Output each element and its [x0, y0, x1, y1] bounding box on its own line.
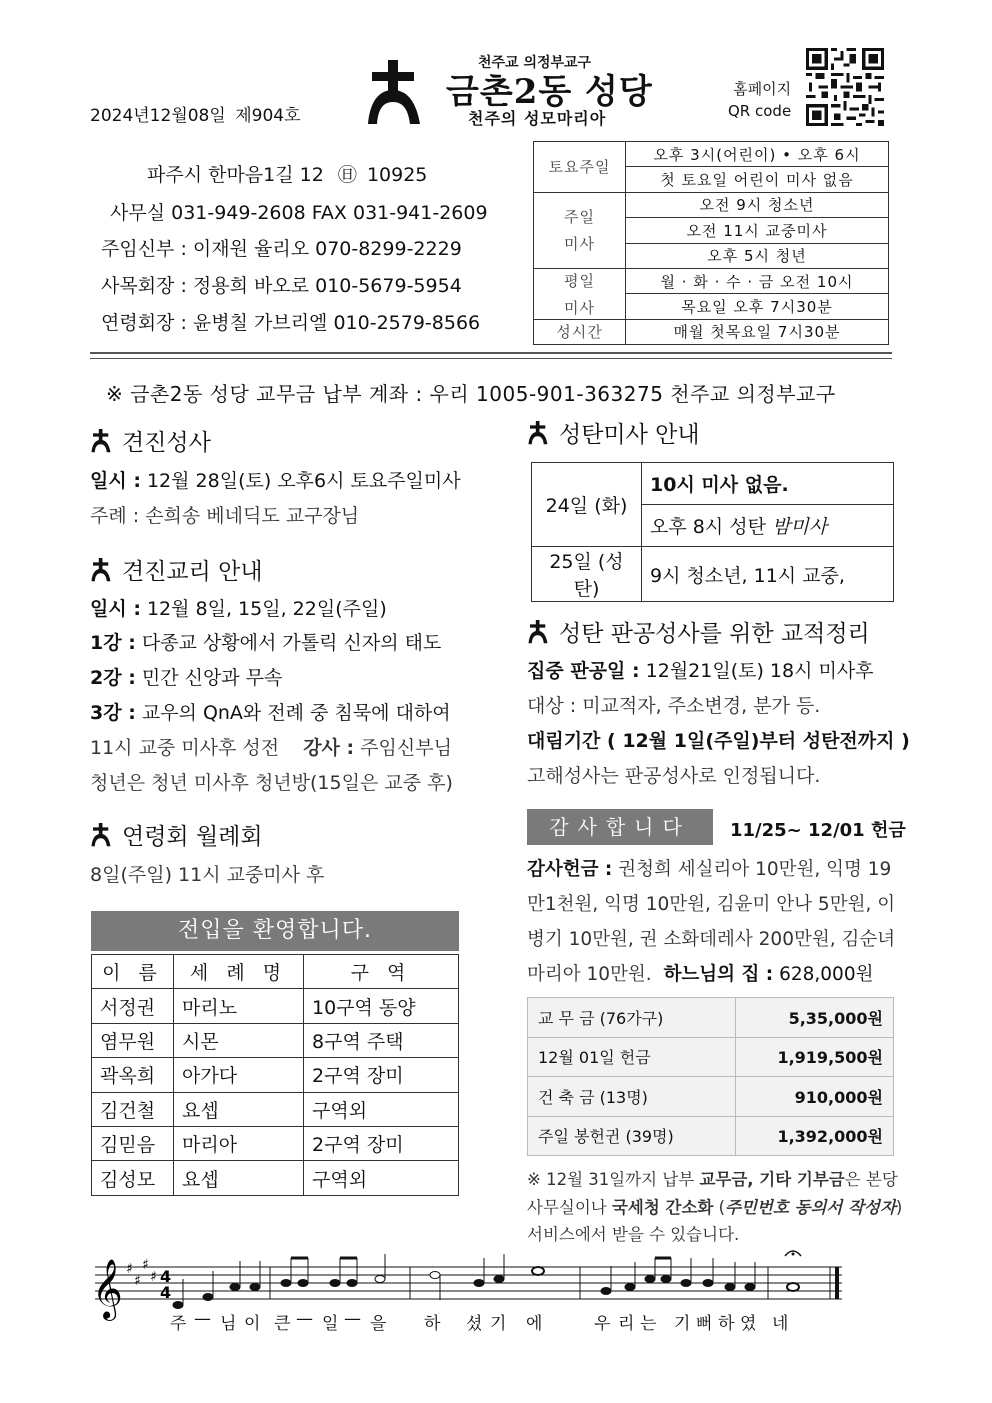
section-confession: [527, 615, 870, 648]
notes-icon: [173, 1254, 799, 1309]
finance-amount: 1,392,000원: [736, 1116, 894, 1156]
finance-label: 주일 봉헌귄 (39명): [528, 1116, 736, 1156]
lyric-syllable: 이: [244, 1314, 261, 1334]
text: 은 본당 사무실이나: [527, 1170, 898, 1217]
pastor-contact: 주임신부 : 이재원 율리오 070-8299-2229: [101, 238, 462, 260]
zip-mark-icon: ㊐: [337, 164, 357, 186]
finance-amount: 910,000원: [736, 1077, 894, 1117]
confession-note: 고해성사는 판공성사로 인정됩니다.: [527, 765, 821, 787]
class-youth-note: 청년은 청년 미사후 청년방(15일은 교중 후): [90, 772, 453, 794]
lyric-syllable: 네: [772, 1314, 789, 1334]
sunday-label: [534, 192, 626, 268]
name-cell: 염무원: [92, 1023, 174, 1057]
tax-receipt-note: [527, 1166, 903, 1249]
district-cell: 2구역 장미: [304, 1126, 459, 1160]
lyric-syllable: 하: [424, 1314, 441, 1334]
church-logo-icon: [366, 60, 422, 126]
label: 감사헌금 :: [527, 859, 613, 880]
table-row: [92, 1058, 459, 1092]
district-cell: 2구역 장미: [304, 1058, 459, 1092]
text: ) 서비스에서 받을 수 있습니다.: [527, 1197, 903, 1244]
issue-date-line: [90, 101, 301, 126]
baptismal-name-cell: 요셉: [174, 1161, 304, 1195]
class-date: [90, 594, 387, 621]
confession-date: [527, 656, 874, 683]
label: 2강 :: [90, 667, 136, 689]
baptismal-name-cell: 마리아: [174, 1126, 304, 1160]
christmas-eve-day: 24일 (화): [532, 463, 642, 547]
section-christmas-mass: [527, 416, 700, 449]
holy-hour-time: 매월 첫목요일 7시30분: [626, 319, 889, 344]
finance-amount: 1,919,500원: [736, 1037, 894, 1077]
district-cell: 구역외: [304, 1092, 459, 1126]
lyric-syllable: 을: [370, 1314, 387, 1334]
label: 일시 :: [90, 598, 141, 620]
label: 1강 :: [90, 632, 136, 654]
district-cell: 10구역 동양: [304, 989, 459, 1023]
divider: [90, 358, 892, 359]
divider: [90, 352, 892, 354]
svg-text:♯: ♯: [126, 1261, 133, 1277]
value-italic: 밤미사: [772, 516, 828, 538]
zip-code: 10925: [366, 164, 428, 186]
label: 일시 :: [90, 470, 141, 492]
lyric-syllable: 큰: [274, 1314, 291, 1334]
value: 12월21일(토) 18시 미사후: [639, 660, 874, 682]
baptismal-name-cell: 요셉: [174, 1092, 304, 1126]
value: 다종교 상황에서 가톨릭 신자의 태도: [135, 632, 442, 654]
christmas-day: 25일 (성탄): [532, 547, 642, 602]
lyric-syllable: 뻐: [696, 1314, 713, 1334]
church-logo-icon: [90, 823, 112, 847]
elder-contact: 연령회장 : 윤병칠 가브리엘 010-2579-8566: [101, 312, 481, 334]
lyric-syllable: 우: [594, 1314, 611, 1334]
table-row: [528, 998, 894, 1038]
table-row: [528, 1116, 894, 1156]
weekday-time: 월 · 화 · 수 · 금 오전 10시: [626, 268, 889, 293]
qr-label: [728, 78, 791, 122]
finance-label: 12월 01일 헌금: [528, 1037, 736, 1077]
svg-text:4: 4: [160, 1283, 172, 1302]
table-row: [92, 989, 459, 1023]
lyric-syllable: 셨: [466, 1314, 483, 1334]
table-row: [92, 1023, 459, 1057]
lyric-syllable: 는: [640, 1314, 657, 1334]
confession-target: 대상 : 미교적자, 주소변경, 분가 등.: [527, 695, 821, 717]
advent-period: 대림기간 ( 12월 1일(주일)부터 성탄전까지 ): [527, 730, 910, 752]
column-header: 이 름: [92, 955, 174, 989]
church-logo-icon: [527, 620, 549, 644]
text: (: [713, 1197, 726, 1217]
column-header: 세 례 명: [174, 955, 304, 989]
value: 권청희 세실리아 10만원, 익명 19만1천원, 익명 10만원, 김윤미 안나 5만원, 이병기 10만원, 권 소화데레사 200만원, 김순녀 마리아 10만원.: [527, 859, 896, 985]
svg-text:♯: ♯: [134, 1273, 141, 1289]
table-row: [92, 1126, 459, 1160]
district-cell: 구역외: [304, 1161, 459, 1195]
value: 11시 교중 미사후 성전: [90, 737, 280, 759]
finance-amount: 5,35,000원: [736, 998, 894, 1038]
value: 주임신부님: [354, 737, 452, 759]
lyric-syllable: 였: [740, 1314, 757, 1334]
saturday-time: 오후 3시(어린이) • 오후 6시: [626, 142, 889, 167]
lyric-syllable: 님: [220, 1314, 237, 1334]
text-bold-italic: 주민번호 동의서 작성자: [725, 1197, 896, 1217]
christmas-mass-table: [531, 462, 894, 602]
section-title: 연령회 월례회: [122, 824, 263, 850]
finance-table: [527, 997, 894, 1156]
christmas-eve-note: 10시 미사 없음.: [642, 463, 894, 505]
hymn-lyrics: [90, 1309, 850, 1333]
lyric-syllable: 일: [322, 1314, 339, 1334]
saturday-note: 첫 토요일 어린이 미사 없음: [626, 167, 889, 192]
lyric-syllable: 주: [170, 1314, 187, 1334]
name-cell: 김성모: [92, 1161, 174, 1195]
confirmation-presider: 주례 : 손희송 베네딕도 교구장님: [90, 505, 360, 527]
thanks-offering-list: [527, 852, 903, 992]
lyric-syllable: —: [194, 1309, 211, 1329]
svg-text:♯: ♯: [142, 1257, 149, 1273]
lyric-syllable: 기: [674, 1314, 691, 1334]
section-title: 성탄 판공성사를 위한 교적정리: [559, 621, 870, 647]
welcome-table: [91, 954, 459, 1196]
table-header-row: [92, 955, 459, 989]
weekday-label: [534, 268, 626, 319]
text-bold: 교무금, 기타 기부금: [699, 1170, 845, 1189]
elders-meeting-time: 8일(주일) 11시 교중미사 후: [90, 864, 325, 886]
name-cell: 곽옥희: [92, 1058, 174, 1092]
text: ※ 12월 31일까지 납부: [527, 1170, 700, 1189]
treble-clef-icon: 𝄞: [92, 1259, 123, 1319]
label: 3강 :: [90, 702, 136, 724]
issue-date: 2024년12월08일: [90, 106, 226, 126]
thanks-period: 11/25~ 12/01 헌금: [730, 820, 906, 841]
mass-schedule-table: [533, 141, 889, 345]
label: 집중 판공일 :: [527, 660, 640, 682]
church-name: 금촌2동 성당: [446, 72, 653, 112]
confirmation-date: [90, 466, 461, 493]
saturday-label: 토요주일: [534, 142, 626, 193]
church-logo-icon: [527, 421, 549, 445]
section-elders-meeting: [90, 818, 263, 851]
sunday-time: 오전 11시 교중미사: [626, 218, 889, 243]
value: 교우의 QnA와 전례 중 침묵에 대하여: [135, 702, 451, 724]
section-title: 견진교리 안내: [122, 559, 263, 585]
sunday-label-1: 주일: [564, 208, 595, 227]
lesson-3: [90, 698, 451, 725]
table-row: [528, 1037, 894, 1077]
christmas-eve-mass: [642, 505, 894, 547]
time-signature-icon: [160, 1267, 171, 1302]
lesson-2: [90, 663, 282, 690]
welcome-title: 전입을 환영합니다.: [91, 911, 459, 951]
sunday-time: 오전 9시 청소년: [626, 192, 889, 217]
section-title: 견진성사: [122, 430, 211, 456]
christmas-day-mass: 9시 청소년, 11시 교중,: [642, 547, 894, 602]
holy-hour-label: 성시간: [534, 319, 626, 344]
weekday-time: 목요일 오후 7시30분: [626, 294, 889, 319]
district-cell: 8구역 주택: [304, 1023, 459, 1057]
weekday-label-2: 미사: [564, 298, 595, 317]
sunday-label-2: 미사: [564, 235, 595, 254]
key-signature-icon: [126, 1257, 157, 1289]
address-text: 파주시 한마음1길 12: [147, 164, 324, 186]
lyric-syllable: —: [296, 1309, 313, 1329]
value: 오후 8시 성탄: [650, 516, 766, 538]
class-location: [90, 733, 452, 760]
text-bold: 국세청 간소화: [611, 1197, 714, 1217]
value: 12월 28일(토) 오후6시 토요주일미사: [140, 470, 461, 492]
thanks-badge: 감사합니다: [527, 809, 713, 845]
value: 민간 신앙과 무속: [135, 667, 283, 689]
patron-saint: 천주의 성모마리아: [468, 109, 607, 128]
section-title: 성탄미사 안내: [559, 422, 700, 448]
name-cell: 서정권: [92, 989, 174, 1023]
church-logo-icon: [90, 558, 112, 582]
svg-text:4: 4: [160, 1267, 172, 1286]
baptismal-name-cell: 마리노: [174, 989, 304, 1023]
issue-number: 제904호: [235, 106, 301, 126]
weekday-label-1: 평일: [564, 271, 595, 290]
church-logo-icon: [90, 429, 112, 453]
table-row: [92, 1092, 459, 1126]
value: 12월 8일, 15일, 22일(주일): [140, 598, 387, 620]
finance-label: 건 축 금 (13명): [528, 1077, 736, 1117]
name-cell: 김건철: [92, 1092, 174, 1126]
lesson-1: [90, 628, 441, 655]
svg-text:♯: ♯: [150, 1269, 157, 1285]
finance-label: 교 무 금 (76가구): [528, 998, 736, 1038]
name-cell: 김믿음: [92, 1126, 174, 1160]
label: 하느님의 집 :: [663, 964, 774, 985]
value: 628,000원: [773, 964, 874, 985]
office-phone: 사무실 031-949-2608 FAX 031-941-2609: [110, 202, 488, 224]
column-header: 구 역: [304, 955, 459, 989]
diocese-name: 천주교 의정부교구: [478, 55, 592, 71]
table-row: [92, 1161, 459, 1195]
section-confirmation-mass: [90, 424, 211, 457]
baptismal-name-cell: 아가다: [174, 1058, 304, 1092]
qr-label-code: QR code: [728, 102, 792, 120]
account-notice: ※ 금촌2동 성당 교무금 납부 계좌 : 우리 1005-901-363275 천주교 의정부교구: [106, 382, 836, 406]
qr-code-icon[interactable]: [806, 48, 884, 126]
president-contact: 사목회장 : 정용희 바오로 010-5679-5954: [101, 275, 462, 297]
lyric-syllable: 에: [526, 1314, 543, 1334]
lyric-syllable: 기: [490, 1314, 507, 1334]
lyric-syllable: 리: [618, 1314, 635, 1334]
lyric-syllable: —: [344, 1309, 361, 1329]
section-confirmation-class: [90, 553, 263, 586]
sunday-time: 오후 5시 청년: [626, 243, 889, 268]
baptismal-name-cell: 시몬: [174, 1023, 304, 1057]
lyric-syllable: 하: [718, 1314, 735, 1334]
qr-label-homepage: 홈페이지: [733, 80, 792, 98]
table-row: [528, 1077, 894, 1117]
parish-address: [147, 160, 427, 187]
label: 강사 :: [303, 737, 355, 759]
